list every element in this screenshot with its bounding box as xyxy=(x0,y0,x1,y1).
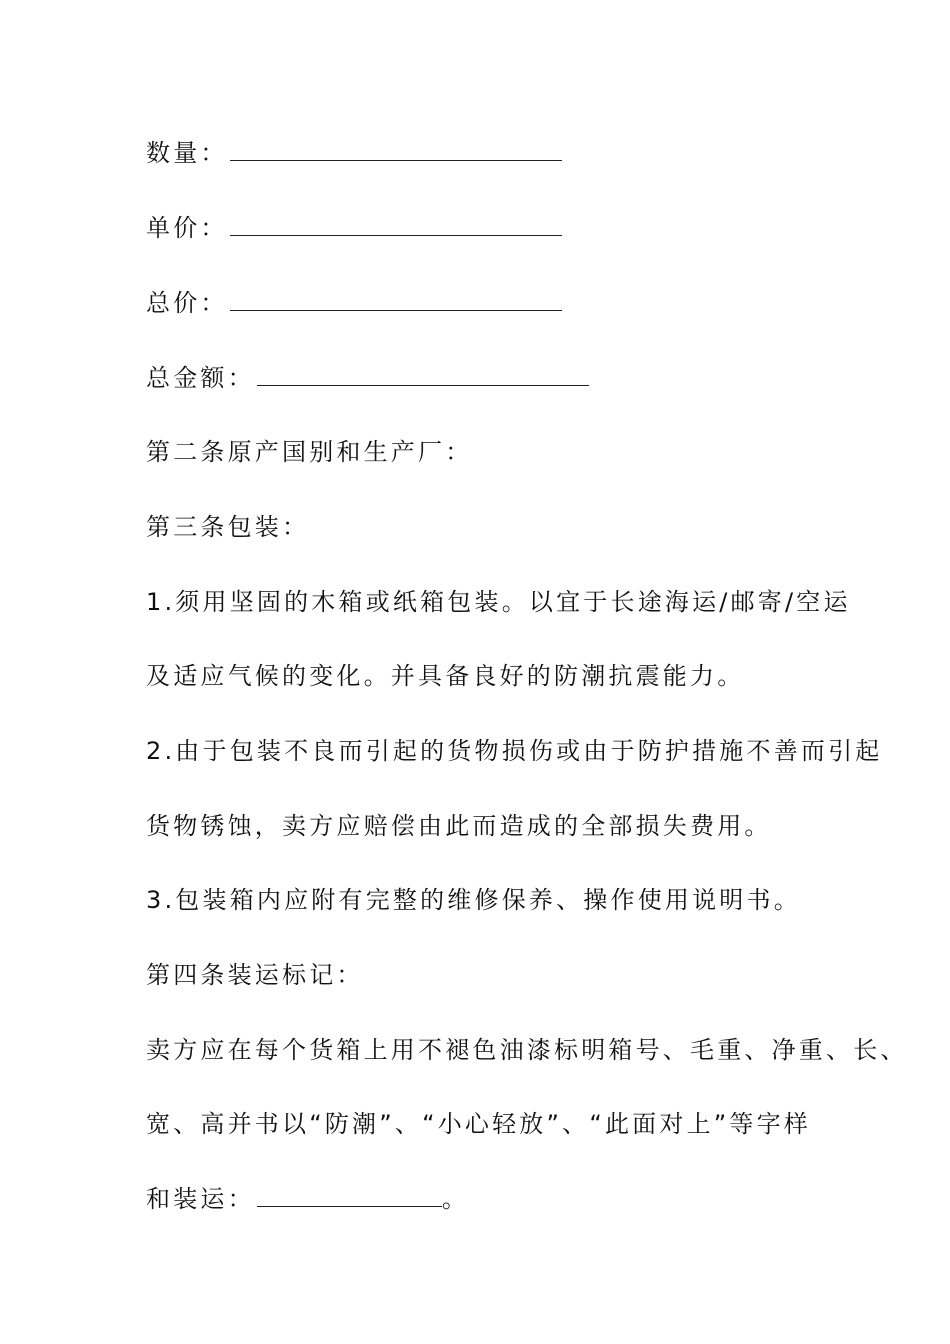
packing-item-2-line-2: 货物锈蚀，卖方应赔偿由此而造成的全部损失费用。 xyxy=(146,812,772,840)
total-price-label: 总价： xyxy=(146,289,228,317)
total-price-blank[interactable] xyxy=(230,288,562,311)
total-amount-row xyxy=(146,362,589,394)
total-amount-blank[interactable] xyxy=(257,363,589,386)
shipping-marks-line-3 xyxy=(146,1183,469,1215)
quantity-label: 数量： xyxy=(146,139,228,167)
packing-item-1-line-2: 及适应气候的变化。并具备良好的防潮抗震能力。 xyxy=(146,662,745,690)
unit-price-label: 单价： xyxy=(146,214,228,242)
packing-item-2-line-1: 2.由于包装不良而引起的货物损伤或由于防护措施不善而引起 xyxy=(146,737,883,765)
shipping-marks-line-2: 宽、高并书以“防潮”、“小心轻放”、“此面对上”等字样 xyxy=(146,1110,811,1138)
packing-item-3: 3.包装箱内应附有完整的维修保养、操作使用说明书。 xyxy=(146,886,801,914)
quantity-row xyxy=(146,137,562,169)
shipping-marks-suffix: 。 xyxy=(441,1185,470,1213)
unit-price-row xyxy=(146,212,562,244)
shipping-marks-prefix: 和装运： xyxy=(146,1185,255,1213)
shipping-marks-line-1: 卖方应在每个货箱上用不褪色油漆标明箱号、毛重、净重、长、 xyxy=(146,1036,908,1064)
quantity-blank[interactable] xyxy=(230,138,562,161)
article-2-heading: 第二条原产国别和生产厂： xyxy=(146,438,473,466)
unit-price-blank[interactable] xyxy=(230,213,562,236)
article-4-heading: 第四条装运标记： xyxy=(146,961,364,989)
article-3-heading: 第三条包装： xyxy=(146,513,310,541)
shipping-marks-blank[interactable] xyxy=(257,1184,442,1207)
total-price-row xyxy=(146,287,562,319)
total-amount-label: 总金额： xyxy=(146,364,255,392)
packing-item-1-line-1: 1.须用坚固的木箱或纸箱包装。以宜于长途海运/邮寄/空运 xyxy=(146,588,851,616)
